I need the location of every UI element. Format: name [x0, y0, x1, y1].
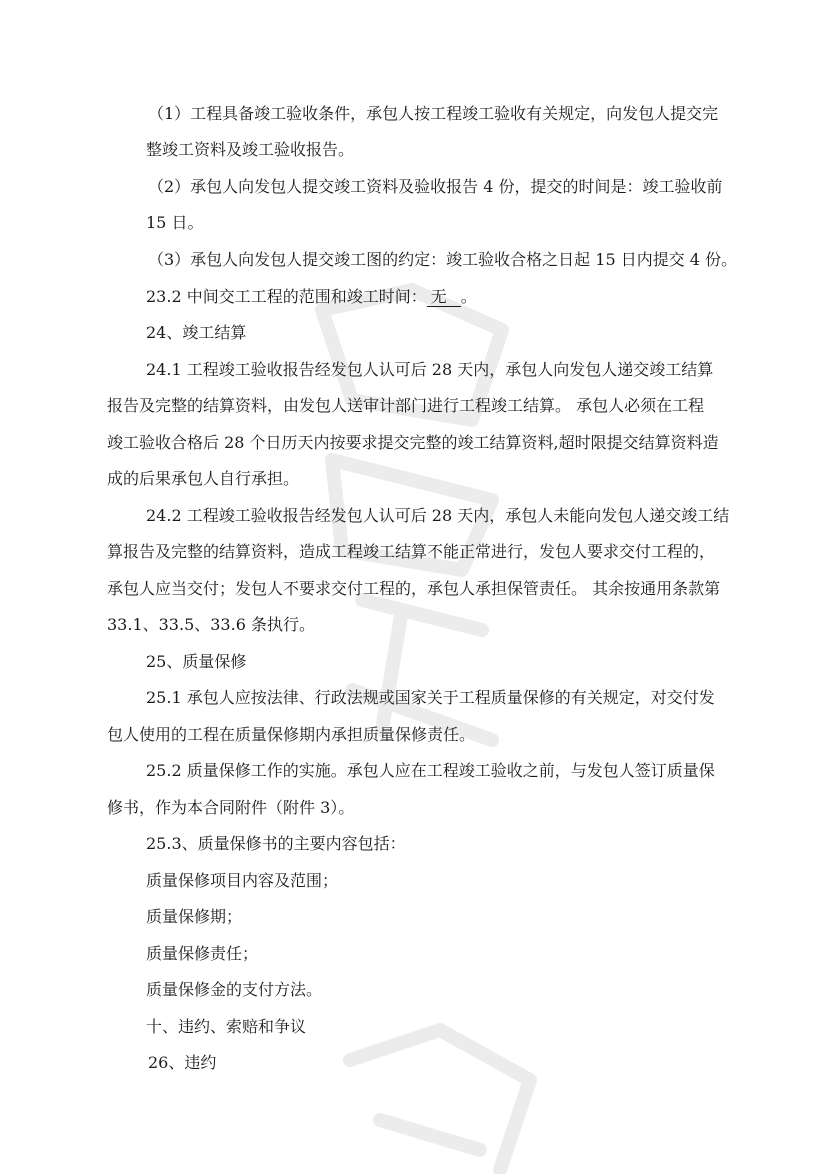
clause-24-1-line: 成的后果承包人自行承担。: [107, 469, 300, 488]
clause-25-3-intro: 25.3、质量保修书的主要内容包括：: [146, 834, 406, 853]
section-26-heading: 26、违约: [148, 1053, 217, 1072]
clause-23-1-3-line: （3）承包人向发包人提交竣工图的约定：竣工验收合格之日起 15 日内提交 4 份。: [148, 250, 738, 269]
clause-25-2-line: 25.2 质量保修工作的实施。承包人应在工程竣工验收之前，与发包人签订质量保: [146, 761, 715, 780]
clause-23-1-1-line: 整竣工资料及竣工验收报告。: [146, 140, 355, 159]
chapter-10-heading: 十、违约、索赔和争议: [146, 1017, 307, 1036]
clause-23-2-label: 23.2 中间交工工程的范围和竣工时间：: [146, 287, 427, 306]
section-25-heading: 25、质量保修: [146, 652, 247, 671]
clause-23-1-2-line: 15 日。: [146, 213, 204, 232]
clause-25-2-line: 修书，作为本合同附件（附件 3）。: [107, 798, 355, 817]
clause-24-2-line: 33.1、33.5、33.6 条执行。: [107, 615, 315, 634]
list-item: 质量保修金的支付方法。: [146, 980, 323, 999]
section-24-heading: 24、竣工结算: [146, 323, 247, 342]
list-item: 质量保修责任；: [146, 944, 259, 963]
clause-25-1-line: 包人使用的工程在质量保修期内承担质量保修责任。: [107, 725, 476, 744]
clause-24-2-line: 承包人应当交付；发包人不要求交付工程的，承包人承担保管责任。 其余按通用条款第: [107, 579, 721, 598]
clause-24-2-line: 算报告及完整的结算资料，造成工程竣工结算不能正常进行，发包人要求交付工程的，: [107, 542, 716, 561]
clause-23-2-value: 无: [427, 288, 461, 307]
clause-25-1-line: 25.1 承包人应按法律、行政法规或国家关于工程质量保修的有关规定，对交付发: [146, 688, 715, 707]
clause-23-2-suffix: 。: [460, 287, 477, 306]
watermark-icon: [330, 1000, 550, 1174]
list-item: 质量保修期；: [146, 907, 243, 926]
clause-24-1-line: 24.1 工程竣工验收报告经发包人认可后 28 天内，承包人向发包人递交竣工结算: [146, 360, 714, 379]
clause-24-2-line: 24.2 工程竣工验收报告经发包人认可后 28 天内，承包人未能向发包人递交竣工结: [146, 506, 730, 525]
clause-24-1-line: 竣工验收合格后 28 个日历天内按要求提交完整的竣工结算资料,超时限提交结算资料造: [107, 433, 719, 452]
watermark-icon: [292, 270, 532, 790]
clause-23-1-1-line: （1）工程具备竣工验收条件，承包人按工程竣工验收有关规定，向发包人提交完: [148, 104, 719, 123]
clause-24-1-line: 报告及完整的结算资料，由发包人送审计部门进行工程竣工结算。 承包人必须在工程: [107, 396, 705, 415]
list-item: 质量保修项目内容及范围；: [146, 871, 339, 890]
clause-23-2: [146, 286, 477, 308]
clause-23-1-2-line: （2）承包人向发包人提交竣工资料及验收报告 4 份，提交的时间是：竣工验收前: [148, 177, 723, 196]
